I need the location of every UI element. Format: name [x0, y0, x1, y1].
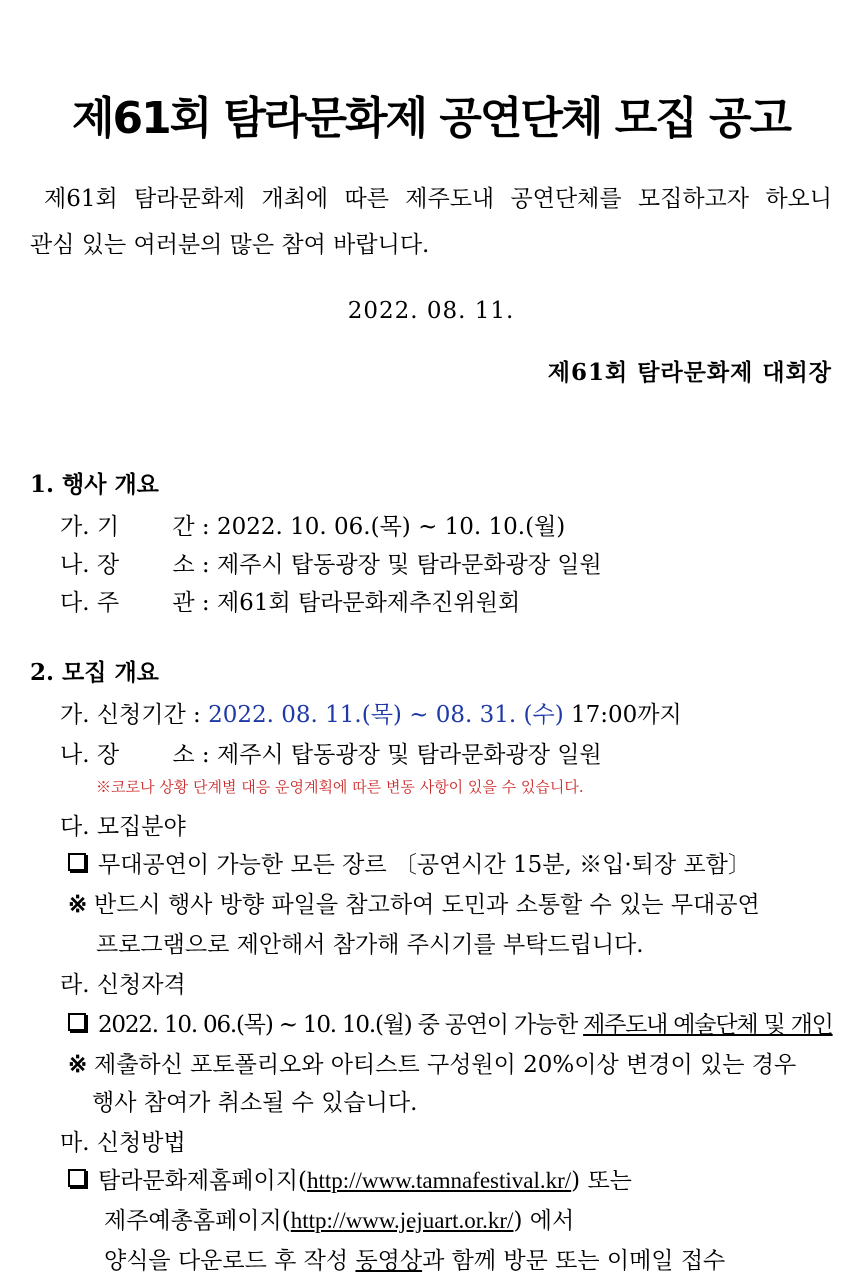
qualification-label: 라. 신청자격 [60, 972, 186, 998]
event-period-value: 2022. 10. 06.(목) ~ 10. 10.(월) [216, 514, 566, 540]
field-bullet [68, 846, 751, 879]
checkbox-bullet-icon [68, 853, 86, 871]
section2-heading: 2. 모집 개요 [30, 659, 159, 686]
method-line2-post: ) 에서 [513, 1208, 575, 1234]
qualification-target: 제주도내 예술단체 및 개인 [583, 1012, 833, 1038]
separator: : [194, 552, 217, 578]
field-note-line1: 반드시 행사 방향 파일을 참고하여 도민과 소통할 수 있는 무대공연 [94, 892, 760, 918]
checkbox-bullet-icon [68, 1169, 86, 1187]
field-bullet-text: 무대공연이 가능한 모든 장르 〔공연시간 15분, ※입·퇴장 포함〕 [98, 852, 751, 878]
qualification-bullet [68, 1006, 833, 1039]
separator: : [185, 702, 209, 728]
checkbox-bullet-icon [68, 1013, 86, 1031]
apply-period-label: 가. 신청기간 [60, 702, 186, 728]
separator: : [194, 514, 217, 540]
apply-period-dates: 2022. 08. 11.(목) ~ 08. 31. (수) [208, 702, 564, 728]
qualification-note-line1: 제출하신 포토폴리오와 아티스트 구성원이 20%이상 변경이 있는 경우 [94, 1052, 797, 1078]
event-place-row [60, 546, 602, 579]
event-host-label: 다. 주 관 [60, 590, 195, 616]
field-note-line2: 프로그램으로 제안해서 참가해 주시기를 부탁드립니다. [96, 932, 644, 958]
method-line-3 [104, 1242, 725, 1275]
apply-place-row [60, 736, 602, 769]
jejuart-link[interactable]: http://www.jejuart.or.kr/ [290, 1208, 514, 1233]
event-place-value: 제주시 탑동광장 및 탐라문화광장 일원 [216, 552, 602, 578]
intro-line-2: 관심 있는 여러분의 많은 참여 바랍니다. [30, 232, 430, 258]
qualification-note-line2: 행사 참여가 취소될 수 있습니다. [92, 1090, 418, 1116]
reference-mark-icon: ※ [68, 1051, 88, 1078]
event-place-label: 나. 장 소 [60, 552, 195, 578]
separator: : [194, 742, 217, 768]
tamnafestival-link[interactable]: http://www.tamnafestival.kr/ [306, 1168, 572, 1193]
apply-period-row [60, 696, 682, 729]
event-host-value: 제61회 탐라문화제추진위원회 [216, 590, 521, 616]
separator: : [194, 590, 217, 616]
event-period-label: 가. 기 간 [60, 514, 195, 540]
organizer-name: 제61회 탐라문화제 대회장 [547, 359, 832, 386]
event-period-row [60, 508, 565, 541]
qualification-note-row [68, 1046, 796, 1079]
qualification-text: 2022. 10. 06.(목) ~ 10. 10.(월) 중 공연이 가능한 [98, 1012, 584, 1038]
method-line1-post: ) 또는 [571, 1168, 632, 1194]
apply-place-label: 나. 장 소 [60, 742, 195, 768]
page-title: 제61회 탐라문화제 공연단체 모집 공고 [71, 93, 791, 144]
section1-heading: 1. 행사 개요 [30, 471, 159, 498]
apply-period-deadline: 17:00까지 [563, 702, 682, 728]
method-line-1 [68, 1162, 632, 1195]
method-line1-pre: 탐라문화제홈페이지( [98, 1168, 307, 1194]
method-line3-post: 과 함께 방문 또는 이메일 접수 [422, 1248, 726, 1274]
method-label: 마. 신청방법 [60, 1130, 186, 1156]
field-note-row [68, 886, 830, 919]
method-line3-pre: 양식을 다운로드 후 작성 [104, 1248, 356, 1274]
apply-place-value: 제주시 탑동광장 및 탐라문화광장 일원 [216, 742, 602, 768]
reference-mark-icon: ※ [68, 891, 88, 918]
video-requirement: 동영상 [355, 1248, 423, 1274]
announcement-date: 2022. 08. 11. [347, 298, 515, 324]
covid-note: ※코로나 상황 단계별 대응 운영계획에 따른 변동 사항이 있을 수 있습니다. [96, 778, 584, 796]
event-host-row [60, 584, 520, 617]
method-line-2 [104, 1202, 574, 1235]
method-line2-pre: 제주예총홈페이지( [104, 1208, 291, 1234]
intro-line-1: 제61회 탐라문화제 개최에 따른 제주도내 공연단체를 모집하고자 하오니 [44, 186, 832, 212]
field-label: 다. 모집분야 [60, 814, 186, 840]
